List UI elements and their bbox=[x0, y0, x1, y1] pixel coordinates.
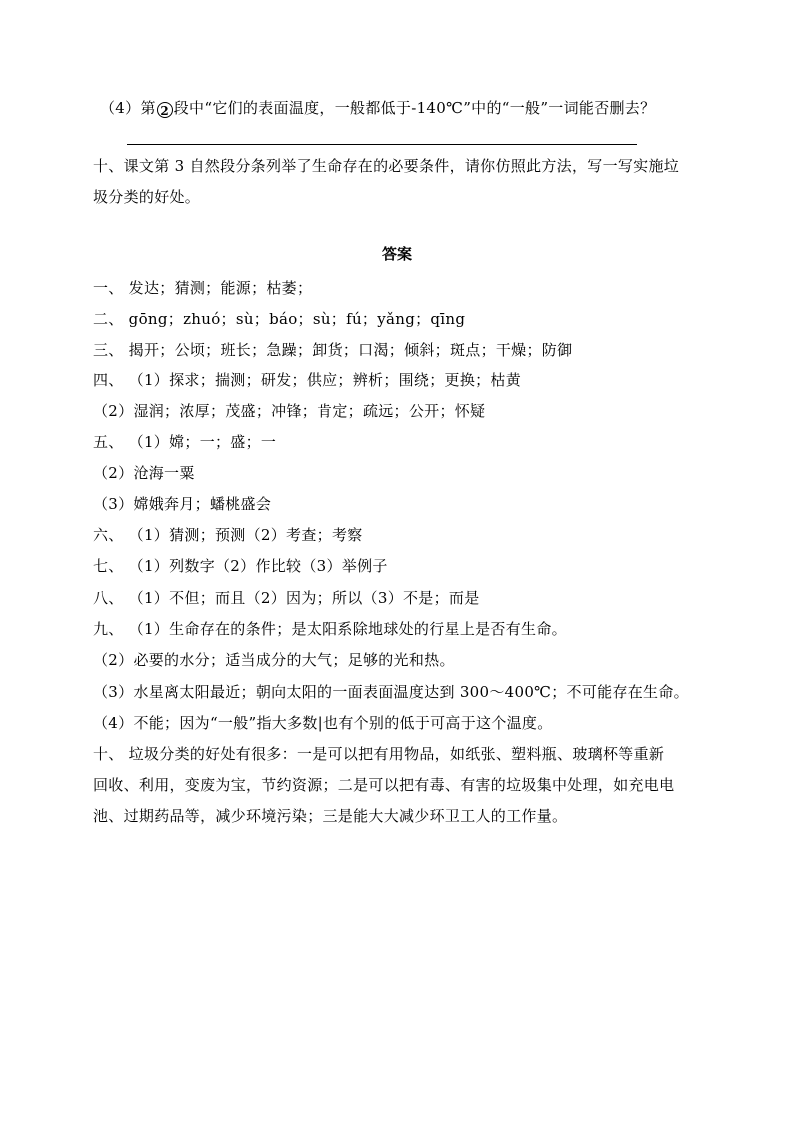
question-10-line-2: 圾分类的好处。 bbox=[93, 188, 201, 206]
answer-title: 答案 bbox=[381, 245, 412, 263]
circled-number-2: 2 bbox=[157, 102, 173, 118]
answer-line: 回收、利用，变废为宝，节约资源；二是可以把有毒、有害的垃圾集中处理，如充电电 bbox=[93, 776, 675, 794]
answer-line: 六、 （1）猜测；预测（2）考查；考察 bbox=[93, 526, 363, 544]
answer-line: （2）必要的水分；适当成分的大气；足够的光和热。 bbox=[93, 651, 455, 669]
answer-line: 二、 gōng；zhuó；sù；báo；sù；fú；yǎng；qīng bbox=[93, 310, 466, 328]
question-10-line-1: 十、课文第 3 自然段分条列举了生命存在的必要条件，请你仿照此方法，写一写实施垃 bbox=[93, 157, 680, 175]
question-9-4-text: 段中“它们的表面温度，一般都低于-140℃”中的“一般”一词能否删去？ bbox=[173, 99, 656, 117]
answer-blank-line bbox=[127, 144, 637, 145]
question-9-4 bbox=[100, 98, 720, 118]
answer-line: 九、 （1）生命存在的条件；是太阳系除地球处的行星上是否有生命。 bbox=[93, 620, 567, 638]
answer-line: 五、 （1）嫦；一；盛；一 bbox=[93, 433, 277, 451]
answer-line: 池、过期药品等，减少环境污染；三是能大大减少环卫工人的工作量。 bbox=[93, 807, 568, 825]
answer-line: 七、 （1）列数字（2）作比较（3）举例子 bbox=[93, 557, 388, 575]
answer-line: 十、 垃圾分类的好处有很多：一是可以把有用物品，如纸张、塑料瓶、玻璃杯等重新 bbox=[93, 745, 665, 763]
answer-line: （2）湿润；浓厚；茂盛；冲锋；肯定；疏远；公开；怀疑 bbox=[93, 402, 486, 420]
answer-line: 三、 揭开；公顷；班长；急躁；卸货；口渴；倾斜；斑点；干燥；防御 bbox=[93, 341, 573, 359]
answer-line: （2）沧海一粟 bbox=[93, 464, 195, 482]
answer-line: （3）嫦娥奔月；蟠桃盛会 bbox=[93, 495, 272, 513]
answer-line: （4）不能；因为“一般”指大多数|也有个别的低于可高于这个温度。 bbox=[93, 714, 553, 732]
answer-line: 一、 发达；猜测；能源；枯萎； bbox=[93, 279, 313, 297]
question-9-4-prefix: （4）第 bbox=[100, 99, 156, 117]
answer-line: （3）水星离太阳最近；朝向太阳的一面表面温度达到 300～400℃；不可能存在生命。 bbox=[93, 683, 689, 701]
answer-line: 八、 （1）不但；而且（2）因为；所以（3）不是；而是 bbox=[93, 589, 480, 607]
answer-line: 四、 （1）探求；揣测；研发；供应；辨析；围绕；更换；枯黄 bbox=[93, 371, 522, 389]
